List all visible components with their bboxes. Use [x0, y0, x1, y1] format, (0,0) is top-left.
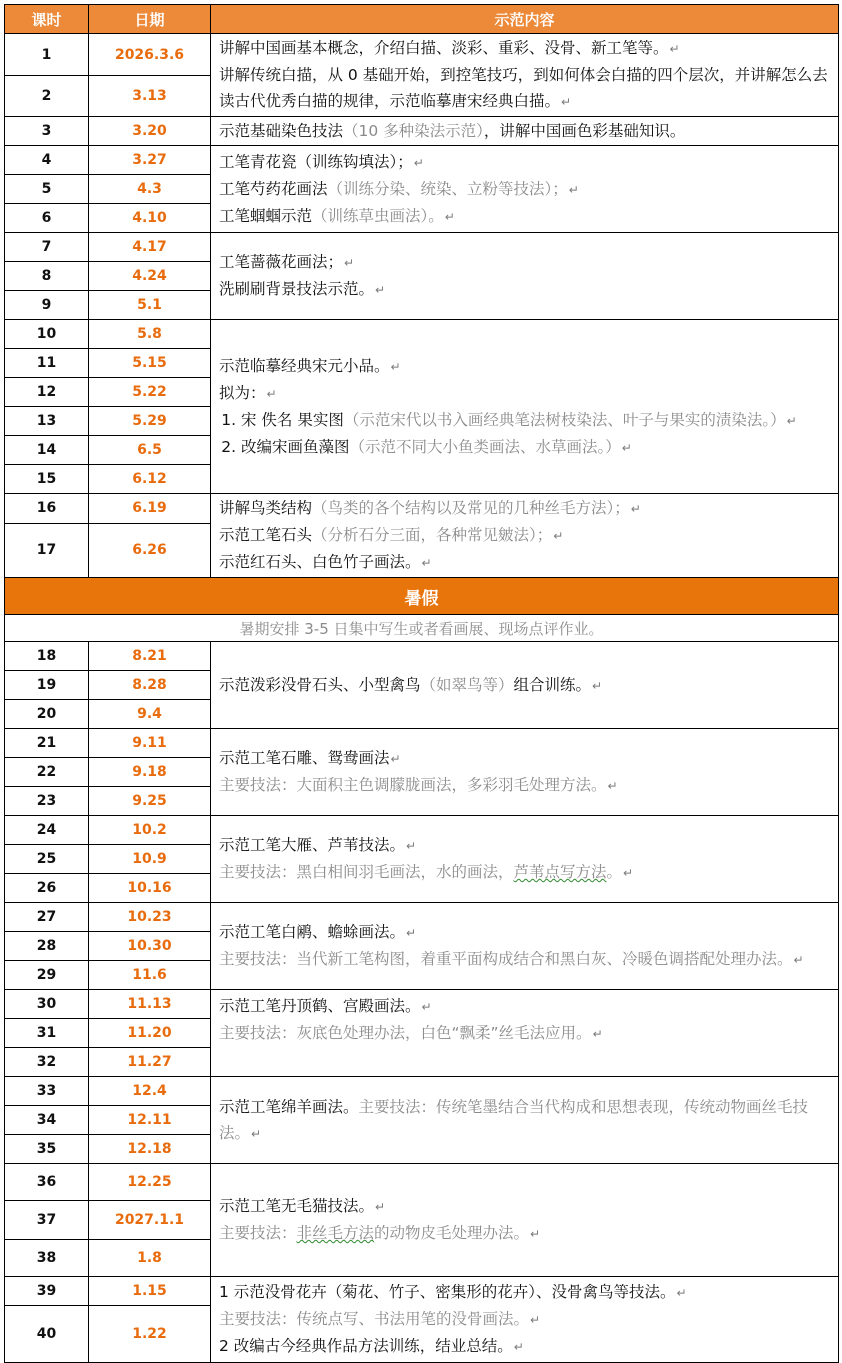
content-text: 示范基础染色技法 — [219, 122, 344, 140]
return-mark: ↵ — [390, 752, 401, 766]
lesson-number: 22 — [5, 758, 89, 787]
lesson-number: 34 — [5, 1106, 89, 1135]
lesson-number: 39 — [5, 1277, 89, 1306]
lesson-number: 10 — [5, 320, 89, 349]
return-mark: ↵ — [592, 678, 603, 693]
lesson-date: 6.19 — [89, 494, 211, 524]
table-row — [5, 903, 839, 932]
content-text: 示范临摹经典宋元小品。 — [219, 356, 390, 375]
return-mark: ↵ — [406, 839, 417, 853]
return-mark: ↵ — [421, 556, 432, 570]
content-text: 示范工笔无毛猫技法。 — [219, 1197, 375, 1215]
lesson-date: 3.13 — [89, 76, 211, 117]
lesson-date: 2026.3.6 — [89, 34, 211, 76]
course-schedule-table — [4, 4, 839, 1363]
lesson-number: 29 — [5, 961, 89, 990]
content-text: （示范宋代以书入画经典笔法树枝染法、叶子与果实的渍染法。） — [343, 410, 786, 429]
table-row — [5, 990, 839, 1019]
content-text: 的动物皮毛处理办法。 — [374, 1224, 530, 1242]
lesson-date: 2027.1.1 — [89, 1201, 211, 1240]
lesson-number: 11 — [5, 349, 89, 378]
lesson-date: 6.5 — [89, 436, 211, 465]
lesson-date: 8.21 — [89, 642, 211, 671]
return-mark: ↵ — [513, 1340, 524, 1354]
return-mark: ↵ — [793, 953, 804, 967]
lesson-content-cell — [211, 1164, 839, 1277]
lesson-date: 8.28 — [89, 671, 211, 700]
lesson-date: 9.4 — [89, 700, 211, 729]
return-mark: ↵ — [623, 866, 634, 880]
return-mark: ↵ — [592, 1027, 603, 1041]
lesson-number: 3 — [5, 117, 89, 146]
content-text: 主要技法：传统点写、书法用笔的没骨画法。 — [219, 1310, 530, 1328]
return-mark: ↵ — [621, 440, 632, 455]
content-text: 示范工笔白鹇、蟾蜍画法。 — [219, 923, 406, 941]
content-text: 讲解鸟类结构 — [219, 499, 313, 517]
return-mark: ↵ — [390, 359, 401, 374]
lesson-date: 5.1 — [89, 291, 211, 320]
table-row — [5, 117, 839, 146]
lesson-number: 16 — [5, 494, 89, 524]
lesson-date: 3.27 — [89, 146, 211, 175]
content-text: 示范泼彩没骨石头、小型禽鸟 — [219, 675, 421, 694]
lesson-number: 8 — [5, 262, 89, 291]
lesson-number: 35 — [5, 1135, 89, 1164]
return-mark: ↵ — [266, 386, 277, 401]
content-text: 芦苇点写方法 — [513, 863, 607, 881]
lesson-date: 6.26 — [89, 523, 211, 577]
table-body — [5, 34, 839, 1363]
lesson-number: 26 — [5, 874, 89, 903]
lesson-content-cell — [211, 816, 839, 903]
list-item — [241, 434, 832, 461]
return-mark: ↵ — [786, 413, 797, 428]
lesson-number: 1 — [5, 34, 89, 76]
lesson-number: 25 — [5, 845, 89, 874]
content-text: 拟为： — [219, 383, 266, 402]
lesson-number: 17 — [5, 523, 89, 577]
lesson-number: 14 — [5, 436, 89, 465]
summer-band-row — [5, 578, 839, 615]
lesson-date: 11.13 — [89, 990, 211, 1019]
lesson-date: 1.8 — [89, 1240, 211, 1277]
lesson-content-cell — [211, 990, 839, 1077]
return-mark: ↵ — [375, 1200, 386, 1214]
lesson-date: 10.9 — [89, 845, 211, 874]
summer-note-row — [5, 615, 839, 642]
lesson-number: 19 — [5, 671, 89, 700]
lesson-date: 10.16 — [89, 874, 211, 903]
return-mark: ↵ — [630, 502, 641, 516]
return-mark: ↵ — [375, 283, 386, 297]
content-text: 工笔蝈蝈示范 — [219, 206, 313, 225]
content-text: 工笔芍药花画法 — [219, 179, 328, 198]
lesson-content-cell — [211, 117, 839, 146]
return-mark: ↵ — [669, 42, 680, 56]
lesson-date: 5.29 — [89, 407, 211, 436]
table-row — [5, 816, 839, 845]
table-row — [5, 729, 839, 758]
content-text: （分析石分三面，各种常见皴法）； — [312, 526, 553, 544]
lesson-number: 38 — [5, 1240, 89, 1277]
content-text: （训练草虫画法）。 — [312, 206, 444, 225]
lesson-date: 5.22 — [89, 378, 211, 407]
content-text: 示范工笔丹顶鹤、宫殿画法。 — [219, 997, 421, 1015]
lesson-date: 12.11 — [89, 1106, 211, 1135]
table-row — [5, 642, 839, 671]
return-mark: ↵ — [568, 182, 579, 197]
lesson-content-cell — [211, 494, 839, 578]
lesson-date: 12.25 — [89, 1164, 211, 1201]
summer-note: 暑期安排 3-5 日集中写生或者看画展、现场点评作业。 — [5, 615, 839, 642]
lesson-number: 2 — [5, 76, 89, 117]
return-mark: ↵ — [530, 1227, 541, 1241]
lesson-number: 15 — [5, 465, 89, 494]
lesson-number: 18 — [5, 642, 89, 671]
lesson-content-cell — [211, 1277, 839, 1363]
content-text: （10 多种染法示范） — [343, 122, 484, 140]
content-text: 示范工笔石头 — [219, 526, 313, 544]
header-date: 日期 — [89, 5, 211, 34]
content-text: 主要技法：灰底色处理办法，白色“飘柔”丝毛法应用。 — [219, 1024, 592, 1042]
table-row — [5, 494, 839, 524]
header-lesson: 课时 — [5, 5, 89, 34]
lesson-number: 24 — [5, 816, 89, 845]
lesson-content-cell — [211, 729, 839, 816]
lesson-number: 32 — [5, 1048, 89, 1077]
lesson-date: 4.3 — [89, 175, 211, 204]
return-mark: ↵ — [530, 1313, 541, 1327]
return-mark: ↵ — [421, 1000, 432, 1014]
lesson-date: 4.10 — [89, 204, 211, 233]
lesson-number: 37 — [5, 1201, 89, 1240]
lesson-date: 5.8 — [89, 320, 211, 349]
lesson-number: 12 — [5, 378, 89, 407]
lesson-number: 30 — [5, 990, 89, 1019]
content-text: 宋 佚名 果实图 — [241, 410, 344, 429]
lesson-number: 36 — [5, 1164, 89, 1201]
content-text: 示范工笔绵羊画法。 — [219, 1097, 359, 1116]
content-text: 工笔蔷薇花画法； — [219, 253, 344, 271]
return-mark: ↵ — [344, 256, 355, 270]
list-item — [241, 407, 832, 434]
header-content: 示范内容 — [211, 5, 839, 34]
content-text: 主要技法：当代新工笔构图，着重平面构成结合和黑白灰、冷暖色调搭配处理办法。 — [219, 950, 793, 968]
lesson-number: 28 — [5, 932, 89, 961]
lesson-number: 23 — [5, 787, 89, 816]
lesson-date: 10.23 — [89, 903, 211, 932]
lesson-number: 40 — [5, 1306, 89, 1363]
return-mark: ↵ — [413, 155, 424, 170]
return-mark: ↵ — [251, 1126, 262, 1141]
lesson-content-cell — [211, 903, 839, 990]
lesson-date: 3.20 — [89, 117, 211, 146]
content-text: 。 — [606, 863, 623, 881]
content-text: 组合训练。 — [513, 675, 592, 694]
lesson-content-cell — [211, 233, 839, 320]
content-text: （训练分染、统染、立粉等技法）； — [327, 179, 568, 198]
table-row — [5, 1077, 839, 1106]
lesson-date: 9.11 — [89, 729, 211, 758]
return-mark: ↵ — [444, 209, 455, 224]
summer-title: 暑假 — [5, 578, 839, 615]
content-text: 1 示范没骨花卉（菊花、竹子、密集形的花卉）、没骨禽鸟等技法。 — [219, 1283, 676, 1301]
content-text: 主要技法：传统笔墨结合当代构成和思想表现，传统动物画丝毛技法。 — [219, 1097, 809, 1142]
lesson-date: 10.2 — [89, 816, 211, 845]
lesson-date: 9.25 — [89, 787, 211, 816]
lesson-date: 1.22 — [89, 1306, 211, 1363]
table-row — [5, 320, 839, 349]
table-row — [5, 1277, 839, 1306]
lesson-date: 12.4 — [89, 1077, 211, 1106]
table-row — [5, 233, 839, 262]
content-text: 改编宋画鱼藻图 — [241, 437, 350, 456]
content-text: 非丝毛方法 — [296, 1224, 375, 1242]
lesson-date: 5.15 — [89, 349, 211, 378]
content-text: 讲解传统白描，从 0 基础开始，到控笔技巧，到如何体会白描的四个层次，并讲解怎么去读古代优秀白描的规律，示范临摹唐宋经典白描。 — [219, 66, 828, 110]
lesson-number: 5 — [5, 175, 89, 204]
lesson-content-cell — [211, 146, 839, 233]
lesson-number: 21 — [5, 729, 89, 758]
lesson-content-cell — [211, 642, 839, 729]
content-text: （如翠鸟等） — [420, 675, 514, 694]
table-row — [5, 34, 839, 76]
content-text: 2 改编古今经典作品方法训练，结业总结。 — [219, 1337, 513, 1355]
return-mark: ↵ — [676, 1286, 687, 1300]
content-text: （示范不同大小鱼类画法、水草画法。） — [349, 437, 621, 456]
lesson-date: 4.24 — [89, 262, 211, 291]
lesson-number: 9 — [5, 291, 89, 320]
lesson-date: 11.20 — [89, 1019, 211, 1048]
content-text: 主要技法：大面积主色调朦胧画法，多彩羽毛处理方法。 — [219, 776, 607, 794]
lesson-number: 7 — [5, 233, 89, 262]
content-text: 主要技法：黑白相间羽毛画法，水的画法， — [219, 863, 514, 881]
lesson-date: 10.30 — [89, 932, 211, 961]
lesson-number: 31 — [5, 1019, 89, 1048]
content-text: 讲解中国画基本概念，介绍白描、淡彩、重彩、没骨、新工笔等。 — [219, 39, 669, 57]
lesson-date: 6.12 — [89, 465, 211, 494]
lesson-content-cell — [211, 1077, 839, 1164]
content-text: ，讲解中国画色彩基础知识。 — [483, 122, 686, 140]
lesson-number: 20 — [5, 700, 89, 729]
content-text: 洗刷刷背景技法示范。 — [219, 280, 375, 298]
return-mark: ↵ — [561, 95, 572, 109]
table-header-row — [5, 5, 839, 34]
return-mark: ↵ — [406, 926, 417, 940]
lesson-content-cell — [211, 34, 839, 117]
content-text: 主要技法： — [219, 1224, 297, 1242]
return-mark: ↵ — [607, 779, 618, 793]
lesson-number: 27 — [5, 903, 89, 932]
content-text: （鸟类的各个结构以及常见的几种丝毛方法）； — [312, 499, 630, 517]
lesson-date: 11.6 — [89, 961, 211, 990]
lesson-number: 33 — [5, 1077, 89, 1106]
lesson-date: 11.27 — [89, 1048, 211, 1077]
table-row — [5, 1164, 839, 1201]
table-row — [5, 146, 839, 175]
lesson-number: 13 — [5, 407, 89, 436]
lesson-content-cell — [211, 320, 839, 494]
lesson-date: 12.18 — [89, 1135, 211, 1164]
content-text: 示范工笔大雁、芦苇技法。 — [219, 836, 406, 854]
lesson-date: 4.17 — [89, 233, 211, 262]
lesson-number: 6 — [5, 204, 89, 233]
content-text: 示范红石头、白色竹子画法。 — [219, 553, 421, 571]
lesson-date: 9.18 — [89, 758, 211, 787]
return-mark: ↵ — [553, 529, 564, 543]
content-text: 工笔青花瓷（训练钩填法）； — [219, 152, 413, 171]
lesson-number: 4 — [5, 146, 89, 175]
content-text: 示范工笔石雕、鸳鸯画法 — [219, 749, 390, 767]
lesson-date: 1.15 — [89, 1277, 211, 1306]
